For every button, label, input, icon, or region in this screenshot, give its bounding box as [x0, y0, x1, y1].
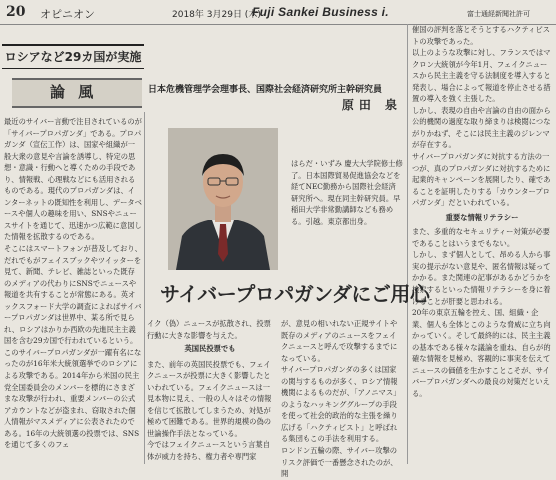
column-title: 論 風: [50, 83, 98, 101]
article-column-1: [4, 116, 142, 464]
paragraph: 最近のサイバー言動で注目されているのが「サイバープロパガンダ」である。プロパガンダ（宣伝工作）は、国家や組織が一般大衆の意見や言論を誘導し、特定の思想・意識・行動へと導くための手段であり、情報戦、心理戦などにも活用されるものである。現代のプロパガンダは、インターネットの既知性を利用し、データベースや個人の趣味を用い、SNSやニュースサイトを通じて、迅速かつ広範に意図した情報を拡散するのである。: [4, 117, 142, 242]
copyright-notice: 富士通経新聞社許可: [467, 10, 530, 18]
author-affiliation: 日本危機管理学会理事長、国際社会経済研究所主幹研究員: [148, 85, 383, 95]
page-header: [0, 0, 556, 25]
paragraph: 今ではフェイクニュースという言葉自体が威力を持ち、権力者や専門家: [147, 440, 271, 462]
article-column-5: [281, 318, 403, 479]
topic-banner: ロシアなど29カ国が実施: [2, 44, 144, 69]
paragraph: そこにはスマートフォンが普及しており、だれでもがフェイスブックやツイッターを見て、新聞、テレビ、雑誌といった既存のメディアの代わりにSNSでニュースや報道を共有することが常態にある。英オックスフォード大学の調査によればサイバープロパガンダは世界中、某る所で見られ、ロシアはかりか西欧の先進民主主義国を含む29カ国で行われているという。: [4, 244, 142, 346]
author-name: 原田 泉: [341, 98, 402, 112]
article-column-6: [412, 24, 552, 464]
paragraph: また、前年の英国民投票でも、フェイクニュースが投票に大きく影響したといわれている。フェイクニュースは一見本物に見え、一般の人々はその情報を信じて拡散してしまうため、対処が極めて困難である。世界的規模の偽の世論操作手法となっている。: [147, 359, 272, 438]
page-number: 20: [6, 4, 26, 20]
newspaper-brand: Fuji Sankei Business i.: [252, 5, 389, 19]
paragraph: サイバープロパガンダの多くは国家の関与するものが多く、ロシア情報機関によるものだが、「アノニマス」のようなハッキンググループの手段を使って社会的政治的な主張を繰り広げる「ハクティビスト」と呼ばれる集団もこの手法を利用する。: [281, 365, 401, 444]
paragraph: 催国の評判を落とそうとするハクティビストの攻撃であった。: [412, 25, 551, 46]
column-title-box: [12, 78, 142, 108]
article-column-4: [147, 318, 273, 464]
author-bio: はらだ・いずみ 慶大大学院修士修了。日本国際貿易促進協会などを経てNEC勤務から国際社会経済研究所へ。現在同主幹研究員。早稲田大学非常勤講師なども務める。引越。東京都出身。: [291, 159, 403, 226]
subheading: 英国民投票でも: [184, 344, 236, 354]
paragraph: ロンドン五輪の際、サイバー攻撃のリスク評価で一番懸念されたのが、開: [281, 446, 398, 479]
paragraph: しかし、まず個人として、昂める人から事実の提示がない意見や、匿名情報は疑ってかかる。また関連の記事があるかどうかを検索するといった情報リテラシーを身に着けることが肝要と思われる。: [412, 250, 551, 306]
author-byline: [148, 84, 408, 112]
section-name: オピニオン: [40, 8, 95, 21]
paragraph: が、意見の相いれない正規サイトや既存のメディアのニュースをフェイクニュースと呼んで攻撃するまでになっている。: [281, 319, 398, 363]
column-divider: [144, 112, 145, 464]
paragraph: イク（偽）ニュースが拡散され、投票行動に大きな影響を与えた。: [147, 319, 271, 340]
paragraph: しかし、表現の自由や言論の自由の面から公的機関の過度な取り締まりは検閲につながりかねず、そこには民主主義のジレンマが存在する。: [412, 105, 551, 150]
issue-date: 2018年 3月29日 (木): [172, 10, 261, 20]
article-headline: サイバープロパガンダにご用心: [160, 282, 430, 306]
paragraph: 以上のような攻撃に対し、フランスではマクロン大統領が今年1月、フェイクニュースから民主主義を守る法制度を導入すると発表し、場合によって報道を停止させる措置の導入を強く主張した。: [412, 48, 551, 104]
author-photo: [168, 128, 278, 270]
paragraph: また、多重的なセキュリティー対策が必要であることはいうまでもない。: [412, 227, 550, 248]
paragraph: このサイバープロパガンダが一躍有名になったのが16年米大統領選挙でのロシアによる攻撃である。2014年から米国の民主党全国委員会のメンバーを標的にさまざまな攻撃が行われ、重要メンバーの公式アカウントなどが盗まれ、窃取された個人情報がマスメディアに公表されたのである。16年の大統領選の投票では、SNSを通じて多くのフェ: [4, 347, 142, 450]
paragraph: サイバープロパガンダに対抗する方法の一つが、真のプロパガンダに対抗するために起業的キャンペーンを展開したり、確であることを証明したりする「カウンタープロパガンダ」だといわれている。: [412, 152, 551, 208]
subheading: 重要な情報リテラシー: [445, 212, 519, 222]
paragraph: 20年の東京五輪を控え、国、組織・企業、個人も全体とこのような脅威に立ち向かっていく。そして最終的には、民主主義の基本である様々な議論を重ね、自らが的確な情報を見極め、客観的に事実を伝えてニュースの価値を生かすことこそが、サイバープロパガンダへの最良の対策だといえる。: [412, 308, 551, 398]
